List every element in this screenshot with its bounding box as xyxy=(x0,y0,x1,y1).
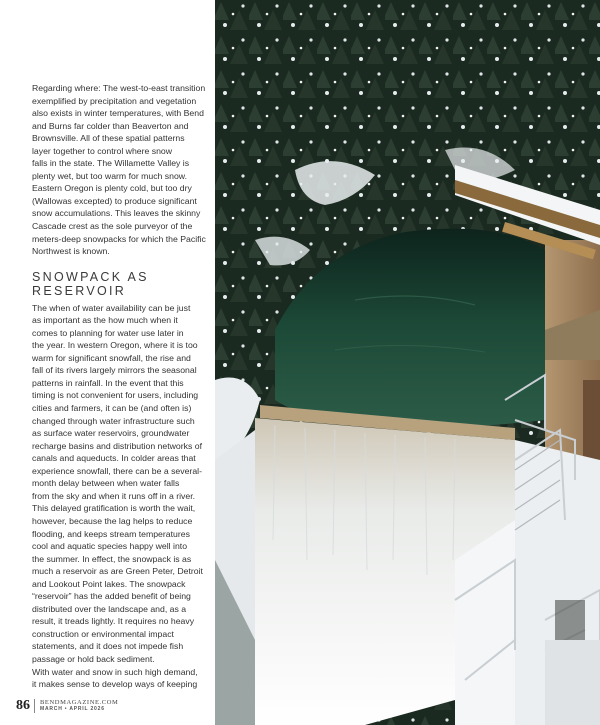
article-text-column xyxy=(32,82,210,691)
article-paragraph: The when of water availability can be just as important as the how much when it comes to planning for water use later in the year. In western Oregon, where it is too warm for significant snowfall, the rise and fall of its rivers largely mirrors the seasonal patterns in rainfall. In the event that this timing is not convenient for users, including cities and farmers, it can be (and often is) changed through water infrastructure such as surface water reservoirs, groundwater recharge basins and distribution networks of canals and aqueducts. In colder areas that experience snowfall, there can be a several- month delay between when water falls from the sky and when it runs off in a river. This delayed gratification is worth the wait, however, because the lag helps to reduce flooding, and keeps stream temperatures cool and aquatic species happy well into the summer. In effect, the snowpack is as much a reservoir as are Green Peter, Detroit and Lookout Point lakes. The snowpack “reservoir” has the added benefit of being distributed over the landscape and, as a result, it treads lightly. It requires no heavy construction or environmental impact statements, and it does not impede fish passage or hold back sediment. With water and snow in such high demand, it makes sense to develop ways of keeping xyxy=(32,302,203,690)
footer-meta xyxy=(40,699,118,713)
footer-divider xyxy=(34,699,35,713)
page-footer xyxy=(16,698,118,714)
dam-waterfall-photo xyxy=(215,0,600,725)
magazine-website: BENDMAGAZINE.COM xyxy=(40,699,119,706)
issue-date: MARCH • APRIL 2026 xyxy=(40,706,105,712)
article-paragraph: Regarding where: The west-to-east transition exemplified by precipitation and vegetation also exists in winter temperatures, with Bend and Burns far colder than Beaverton and Brownsville. All of these spatial patterns layer together to control where snow falls in the state. The Willamette Valley is plenty wet, but too warm for much snow. Eastern Oregon is plenty cold, but too dry (Wallowas excepted) to produce significant snow accumulations. This leaves the skinny Cascade crest as the sole purveyor of the meters-deep snowpacks for which the Pacific Northwest is known. xyxy=(32,83,206,257)
page-number: 86 xyxy=(16,698,30,713)
section-heading: SNOWPACK AS RESERVOIR xyxy=(32,269,149,299)
